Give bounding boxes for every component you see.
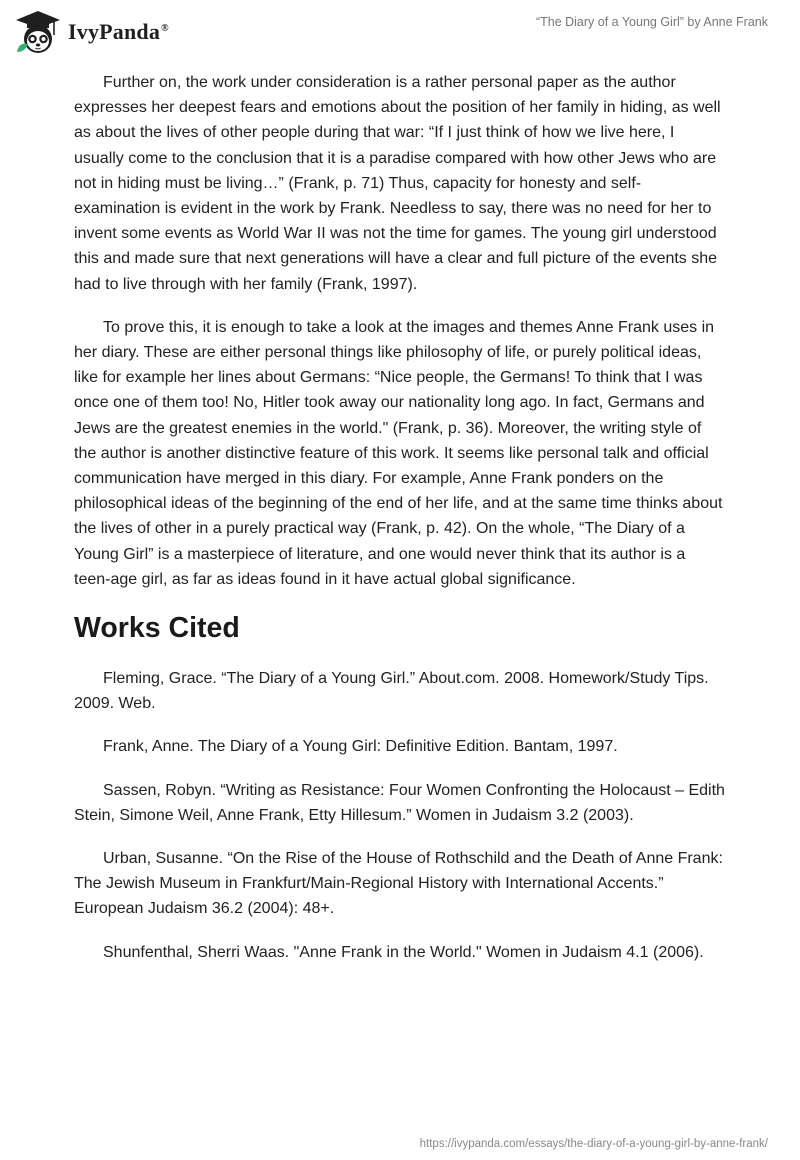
citation-entry: Sassen, Robyn. “Writing as Resistance: Four Women Confronting the Holocaust – Edith Stein, Simone Weil, Anne Frank, Etty Hillesum.” Women in Judaism 3.2 (2003). [74,781,725,824]
citation-entry: Urban, Susanne. “On the Rise of the House of Rothschild and the Death of Anne Frank: The Jewish Museum in Frankfurt/Main-Regional History with International Accents.” European Judaism 36.2 (2004): 48+. [74,850,723,918]
citation-entry: Frank, Anne. The Diary of a Young Girl: Definitive Edition. Bantam, 1997. [103,738,618,756]
page-header [0,0,800,70]
works-cited-heading: Works Cited [74,612,240,645]
registered-mark: ® [161,22,169,34]
ivypanda-logo[interactable] [14,8,169,56]
logo-text: IvyPanda® [68,19,169,44]
panda-graduate-logo-icon [14,8,62,56]
citation-entry: Fleming, Grace. “The Diary of a Young Girl.” About.com. 2008. Homework/Study Tips. 2009. Web. [74,670,709,713]
body-paragraph: Further on, the work under consideration is a rather personal paper as the author expresses her deepest fears and emotions about the position of her family in hiding, as well as about the lives of other people during that war: “If I just think of how we live here, I usually come to the conclusion that it is a paradise compared with how other Jews who are not in hiding must be living…” (Frank, p. 71) Thus, capacity for honesty and self-examination is evident in the work by Frank. Needless to say, there was no need for her to invent some events as World War II was not the time for games. The young girl understood this and made sure that next generations will have a clear and full picture of the events she had to live through with her family (Frank, 1997). [74,74,721,293]
source-url[interactable]: https://ivypanda.com/essays/the-diary-of-a-young-girl-by-anne-frank/ [419,1138,768,1150]
body-paragraph: To prove this, it is enough to take a look at the images and themes Anne Frank uses in her diary. These are either personal things like philosophy of life, or purely political ideas, like for example her lines about Germans: “Nice people, the Germans! To think that I was once one of them too! No, Hitler took away our nationality long ago. In fact, Germans and Jews are the greatest enemies in the world." (Frank, p. 36). Moreover, the writing style of the author is another distinctive feature of this work. It seems like personal talk and official communication have merged in this diary. For example, Anne Frank ponders on the philosophical ideas of the beginning of the end of her life, and at the same time thinks about the lives of other in a purely practical way (Frank, p. 42). On the whole, “The Diary of a Young Girl” is a masterpiece of literature, and one would never think that its author is a teen-age girl, as far as ideas found in it have actual global significance. [74,318,723,588]
citation-entry: Shunfenthal, Sherri Waas. "Anne Frank in the World." Women in Judaism 4.1 (2006). [103,943,704,961]
document-title: “The Diary of a Young Girl” by Anne Frank [535,15,768,29]
works-cited-list [74,666,726,965]
essay-content [74,70,726,983]
